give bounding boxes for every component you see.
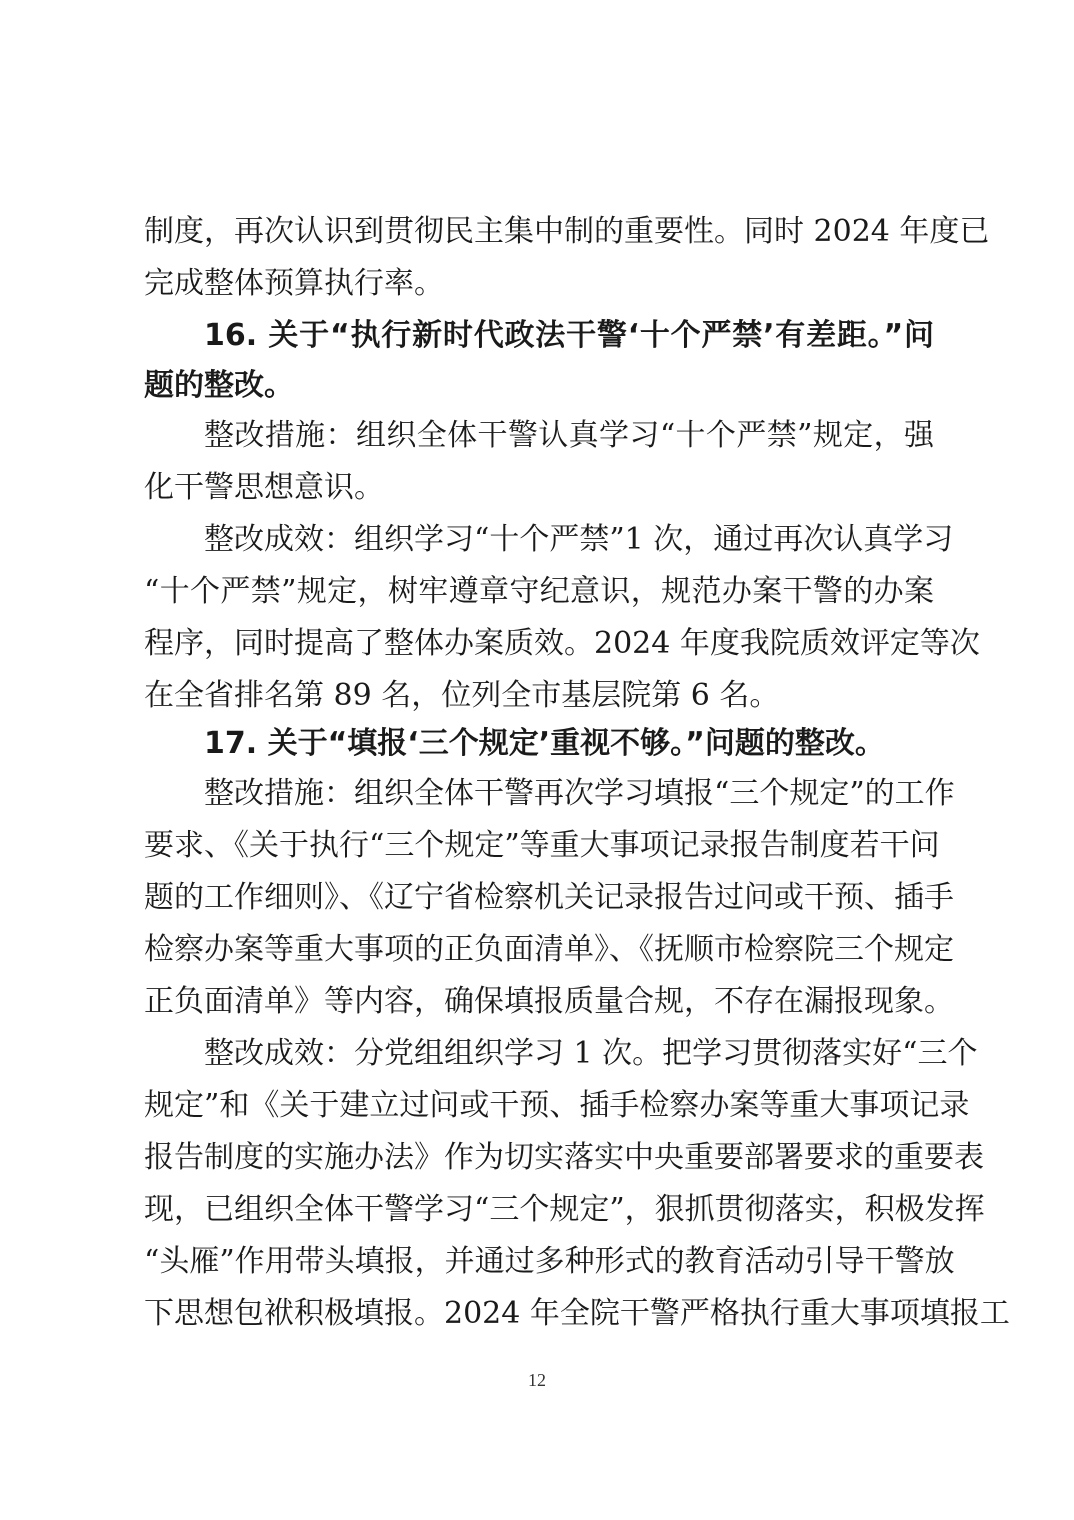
body-text-line: 下思想包袱积极填报。2024 年全院干警严格执行重大事项填报工 bbox=[144, 1296, 1010, 1331]
section-heading-17: 17. 关于“填报‘三个规定’重视不够。”问题的整改。 bbox=[204, 726, 885, 761]
body-text-line: 现，已组织全体干警学习“三个规定”，狠抓贯彻落实，积极发挥 bbox=[144, 1192, 985, 1227]
body-text-line: “十个严禁”规定，树牢遵章守纪意识，规范办案干警的办案 bbox=[144, 574, 934, 609]
body-text-line: 要求、《关于执行“三个规定”等重大事项记录报告制度若干问 bbox=[144, 828, 940, 863]
body-text-line: 化干警思想意识。 bbox=[144, 470, 384, 505]
body-text-line: 检察办案等重大事项的正负面清单》、《抚顺市检察院三个规定 bbox=[144, 932, 954, 967]
body-text-line: 规定”和《关于建立过问或干预、插手检察办案等重大事项记录 bbox=[144, 1088, 970, 1123]
section-heading-16-continued: 题的整改。 bbox=[144, 368, 294, 403]
body-text-line: 完成整体预算执行率。 bbox=[144, 266, 444, 301]
page-number: 12 bbox=[528, 1370, 546, 1390]
body-text-line: 题的工作细则》、《辽宁省检察机关记录报告过问或干预、插手 bbox=[144, 880, 954, 915]
body-text-line: 整改措施：组织全体干警认真学习“十个严禁”规定，强 bbox=[204, 418, 934, 453]
body-text-line: 整改成效：分党组组织学习 1 次。把学习贯彻落实好“三个 bbox=[204, 1036, 978, 1071]
body-text-line: 正负面清单》等内容，确保填报质量合规，不存在漏报现象。 bbox=[144, 984, 954, 1019]
body-text-line: 整改措施：组织全体干警再次学习填报“三个规定”的工作 bbox=[204, 776, 955, 811]
body-text-line: 整改成效：组织学习“十个严禁”1 次，通过再次认真学习 bbox=[204, 522, 954, 557]
body-text-line: 报告制度的实施办法》作为切实落实中央重要部署要求的重要表 bbox=[144, 1140, 984, 1175]
body-text-line: “头雁”作用带头填报，并通过多种形式的教育活动引导干警放 bbox=[144, 1244, 955, 1279]
section-heading-16: 16. 关于“执行新时代政法干警‘十个严禁’有差距。”问 bbox=[204, 318, 934, 353]
body-text-line: 制度，再次认识到贯彻民主集中制的重要性。同时 2024 年度已 bbox=[144, 214, 990, 249]
body-text-line: 程序，同时提高了整体办案质效。2024 年度我院质效评定等次 bbox=[144, 626, 980, 661]
body-text-line: 在全省排名第 89 名，位列全市基层院第 6 名。 bbox=[144, 678, 780, 713]
